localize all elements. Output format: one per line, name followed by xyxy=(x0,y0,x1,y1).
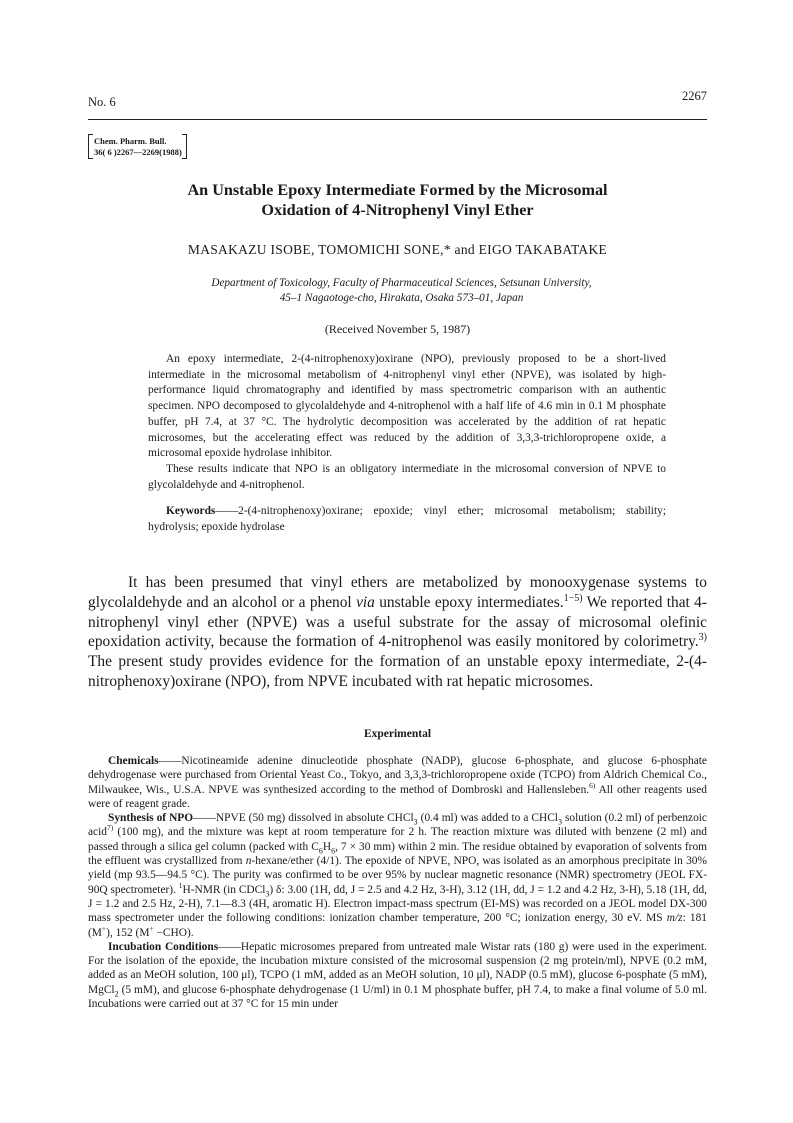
affiliation-line-2: 45–1 Nagaotoge-cho, Hirakata, Osaka 573–01, Japan xyxy=(279,292,524,304)
synthesis-text-10: : 181 (M xyxy=(88,912,708,939)
intro-ref-1: 1−5) xyxy=(563,592,583,604)
chemicals-text-1: ——Nicotineamide adenine dinucleotide phosphate (NADP), glucose 6-phosphate, and glucose 6-phosphate dehydrogenase were purchased from Oriental Yeast Co., Tokyo, and 3,3,3-trichloropropene oxide (TCPO) from Aldrich Chemical Co., Milwaukee, Wis., U.S.A. NPVE was synthesized according to the method of Dombroski and Hallensleben. xyxy=(88,755,707,796)
synthesis-sub-2: 3 xyxy=(557,817,562,827)
synthesis-text-5: H xyxy=(322,840,332,853)
synthesis-text-1: ——NPVE (50 mg) dissolved in absolute CHCl xyxy=(193,812,414,825)
experimental-heading: Experimental xyxy=(363,728,432,740)
synthesis-text-7: -hexane/ether (4/1). The epoxide of NPVE, NPO, was isolated as an amorphous precipitate in 30% yield (mp 93.5—94.5 °C). The purity was confirmed to be over 95% by nuclear magnetic resonance (NMR) spectrometry (JEOL FX-90Q spectrometer). xyxy=(88,855,707,896)
synthesis-text-6: , 7 × 30 mm) within 2 min. The residue obtained by evaporation of solvents from the effluent was crystallized from xyxy=(88,840,708,868)
chemicals-paragraph xyxy=(88,754,707,811)
keywords-label: Keywords xyxy=(166,505,216,518)
synthesis-text-3: solution (0.2 ml) of perbenzoic acid xyxy=(88,812,707,839)
intro-ref-2: 3) xyxy=(698,632,707,644)
synthesis-text-4: (100 mg), and the mixture was kept at room temperature for 2 h. The reaction mixture was diluted with benzene (2 ml) and passed through a silica gel column (packed with C xyxy=(88,826,707,853)
received-date: (Received November 5, 1987) xyxy=(324,322,471,336)
synthesis-text-8: H-NMR (in CDCl xyxy=(182,883,266,896)
synthesis-text-12: −CHO). xyxy=(153,926,194,939)
synthesis-sup-2: + xyxy=(101,923,107,933)
chemicals-text-2: All other reagents used were of reagent grade. xyxy=(88,783,707,810)
synthesis-mz: m/z xyxy=(666,912,683,925)
synthesis-text-11: ), 152 (M xyxy=(106,926,150,939)
paper-title xyxy=(120,180,675,220)
synthesis-sup-3: + xyxy=(149,923,154,933)
synthesis-ref: 7) xyxy=(106,823,114,833)
keywords xyxy=(148,504,666,535)
intro-text-2: unstable epoxy intermediates. xyxy=(374,593,564,611)
synthesis-sub-5: 3 xyxy=(265,888,270,898)
keywords-text: ——2-(4-nitrophenoxy)oxirane; epoxide; vinyl ether; microsomal metabolism; stability; hydrolysis; epoxide hydrolase xyxy=(148,505,666,534)
intro-via: via xyxy=(356,593,375,611)
synthesis-sup-1: 1 xyxy=(178,880,183,890)
author-list: MASAKAZU ISOBE, TOMOMICHI SONE,* and EIGO TAKABATAKE xyxy=(187,242,608,257)
synthesis-paragraph xyxy=(88,811,707,940)
chemicals-label: Chemicals xyxy=(108,755,159,767)
incubation-sub-1: 2 xyxy=(114,989,119,999)
title-line-1: An Unstable Epoxy Intermediate Formed by the Microsomal xyxy=(187,181,608,199)
synthesis-label: Synthesis of NPO xyxy=(108,812,194,825)
citation-volume: 36( 6 )2267—2269(1988) xyxy=(94,147,182,157)
incubation-paragraph xyxy=(88,940,707,1011)
intro-text-3: We reported that 4-nitrophenyl vinyl ether (NPVE) was a useful substrate for the assay of microsomal olefinic epoxidation activity, because the formation of 4-nitrophenol was easily monitored by colorimetry. xyxy=(88,593,707,651)
intro-paragraph xyxy=(88,573,707,692)
citation-journal: Chem. Pharm. Bull. xyxy=(94,136,167,146)
header-rule xyxy=(88,119,707,120)
synthesis-sub-4: 6 xyxy=(331,846,336,856)
intro-text-1: It has been presumed that vinyl ethers are metabolized by monooxygenase systems to glycolaldehyde and an alcohol or a phenol xyxy=(88,574,707,611)
title-line-2: Oxidation of 4-Nitrophenyl Vinyl Ether xyxy=(261,201,534,219)
page-number: 2267 xyxy=(682,89,707,103)
abstract-paragraph-1: An epoxy intermediate, 2-(4-nitrophenoxy)oxirane (NPO), previously proposed to be a short-lived intermediate in the microsomal metabolism of 4-nitrophenyl vinyl ether (NPVE), was isolated by high-performance liquid chromatography and identified by mass spectrometric comparison with an authentic specimen. NPO decomposed to glycolaldehyde and 4-nitrophenol with a half life of 4.6 min in 0.1 M phosphate buffer, pH 7.4, at 37 °C. The hydrolytic decomposition was accelerated by the addition of rat hepatic microsomes, but the accelerating effect was reduced by the addition of 3,3,3-trichloropropene oxide, a microsomal epoxide hydrolase inhibitor. xyxy=(148,353,666,460)
experimental-body xyxy=(88,754,707,1011)
intro-text-4: The present study provides evidence for the formation of an unstable epoxy intermediate, 2-(4-nitrophenoxy)oxirane (NPO), from NPVE incubated with rat hepatic microsomes. xyxy=(88,653,707,690)
abstract-paragraph-2: These results indicate that NPO is an obligatory intermediate in the microsomal conversion of NPVE to glycolaldehyde and 4-nitrophenol. xyxy=(148,462,666,491)
incubation-text-2: (5 mM), and glucose 6-phosphate dehydrogenase (1 U/ml) in 0.1 M phosphate buffer, pH 7.4, to make a final volume of 5.0 ml. Incubations were carried out at 37 °C for 15 min under xyxy=(88,983,707,1011)
synthesis-italic-n: n xyxy=(245,855,252,868)
citation-box xyxy=(88,134,187,159)
synthesis-text-9: ) δ: 3.00 (1H, dd, J = 2.5 and 4.2 Hz, 3-H), 3.12 (1H, dd, J = 1.2 and 4.2 Hz, 3-H), 5.18 (1H, dd, J = 1.2 and 2.5 Hz, 2-H), 7.1—8.3 (4H, aromatic H). Electron impact-mass spectrum (EI-MS) was recorded on a JEOL model DX-300 mass spectrometer under the following conditions: ionization chamber temperature, 200 °C; ionization energy, 30 eV. MS xyxy=(88,883,707,925)
synthesis-sub-1: 3 xyxy=(413,817,418,827)
affiliation-line-1: Department of Toxicology, Faculty of Pharmaceutical Sciences, Setsunan University, xyxy=(211,277,592,289)
incubation-text-1: ——Hepatic microsomes prepared from untreated male Wistar rats (180 g) were used in the experiment. For the isolation of the epoxide, the incubation mixture consisted of the microsomal suspension (2 mg protein/ml), NPVE (0.2 mM, added as an MeOH solution, 100 μl), TCPO (1 mM, added as an MeOH solution, 10 μl), NADP (0.5 mM), glucose 6-posphate (5 mM), MgCl xyxy=(88,940,707,996)
affiliation xyxy=(140,276,663,306)
issue-number: No. 6 xyxy=(88,95,116,109)
incubation-label: Incubation Conditions xyxy=(108,940,219,953)
abstract xyxy=(148,352,666,536)
introduction xyxy=(88,573,707,692)
synthesis-text-2: (0.4 ml) was added to a CHCl xyxy=(417,812,558,825)
chemicals-ref: 6) xyxy=(589,780,596,790)
synthesis-sub-3: 6 xyxy=(318,846,323,856)
